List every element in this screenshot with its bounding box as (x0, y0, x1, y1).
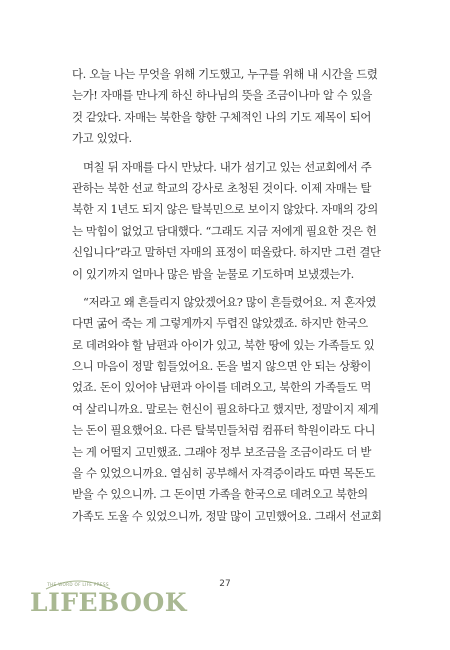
text-line: 로 데려와야 할 남편과 아이가 있고, 북한 땅에 있는 가족들도 있 (72, 337, 375, 352)
text-line: 북한 지 1년도 되지 않은 탈북민으로 보이지 않았다. 자매의 강의 (72, 202, 378, 217)
text-line: 여 살리니까요. 말로는 헌신이 필요하다고 했지만, 정말이지 제게 (72, 401, 379, 416)
text-line: 는 막힘이 없었고 담대했다. “그래도 지금 저에게 필요한 것은 헌 (72, 223, 377, 238)
paragraph-gap (72, 285, 402, 292)
text-line: 가족도 도울 수 있었으니까, 정말 많이 고민했어요. 그래서 선교회 (72, 508, 382, 523)
logo-wordmark: LIFEBOOK (30, 588, 187, 617)
body-text (72, 64, 402, 527)
text-line: 는 게 어떨지 고민했죠. 그래야 정부 보조금을 조금이라도 더 받 (72, 444, 372, 459)
page-number: 27 (219, 579, 231, 589)
text-line: 다. 오늘 나는 무엇을 위해 기도했고, 누구를 위해 내 시간을 드렸 (72, 67, 378, 81)
text-line: “저라고 왜 흔들리지 않았겠어요? 많이 흔들렸어요. 저 혼자였 (83, 294, 377, 309)
text-line: 을 수 있었으니까요. 열심히 공부해서 자격증이라도 따면 목돈도 (72, 466, 376, 481)
text-line: 었죠. 돈이 있어야 남편과 아이를 데려오고, 북한의 가족들도 먹 (72, 380, 372, 395)
text-line: 받을 수 있으니까. 그 돈이면 가족을 한국으로 데려오고 북한의 (72, 487, 368, 502)
logo-tagline: THE WORD OF LIFE PRESS (47, 582, 109, 587)
text-line: 관하는 북한 선교 학교의 강사로 초청된 것이다. 이제 자매는 탈 (72, 180, 372, 195)
paragraph-2 (72, 157, 402, 285)
paragraph-3 (72, 292, 402, 527)
paragraph-1 (72, 64, 402, 150)
text-line: 다면 굶어 죽는 게 그렇게까지 두렵진 않았겠죠. 하지만 한국으 (72, 316, 368, 331)
text-line: 며칠 뒤 자매를 다시 만났다. 내가 섬기고 있는 선교회에서 주 (83, 159, 372, 174)
text-line: 것 같았다. 자매는 북한을 향한 구체적인 나의 기도 제목이 되어 (72, 109, 372, 124)
text-line: 으니 마음이 정말 힘들었어요. 돈을 벌지 않으면 안 되는 상황이 (72, 359, 372, 374)
text-line: 는가! 자매를 만나게 하신 하나님의 뜻을 조금이나마 알 수 있을 (72, 88, 372, 103)
paragraph-gap (72, 150, 402, 157)
text-line: 가고 있었다. (72, 131, 132, 146)
text-line: 이 있기까지 얼마나 많은 밤을 눈물로 기도하며 보냈겠는가. (72, 266, 354, 281)
text-line: 는 돈이 필요했어요. 다른 탈북민들처럼 컴퓨터 학원이라도 다니 (72, 423, 376, 438)
text-line: 신입니다”라고 말하던 자매의 표정이 떠올랐다. 하지만 그런 결단 (72, 245, 381, 260)
